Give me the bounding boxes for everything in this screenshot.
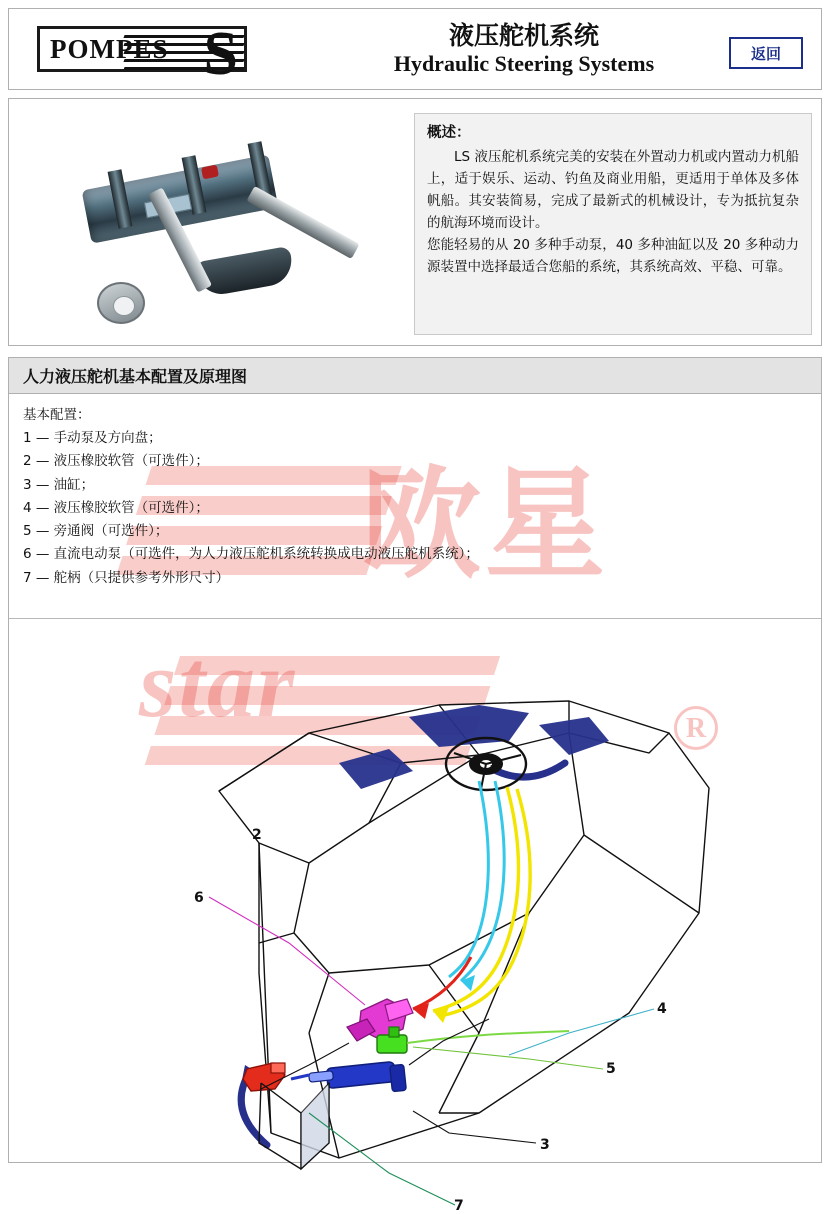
- diagram-svg: [9, 613, 823, 1161]
- list-item: 6 — 直流电动泵（可选件，为人力液压舵机系统转换成电动液压舵机系统）；: [23, 546, 479, 563]
- list-item: 4 — 液压橡胶软管（可选件）；: [23, 499, 209, 516]
- logo-s-icon: S: [203, 20, 238, 88]
- intro-paragraph-1: LS 液压舵机系统完美的安装在外置动力机或内置动力机船上，适于娱乐、运动、钓鱼及商业用船，更适用于单体及多体帆船。其安装简易，完成了最新式的机械设计，专为抵抗复杂的航海环境而设计。: [427, 149, 799, 232]
- steering-wheel-icon: [446, 738, 526, 790]
- product-photo: [47, 114, 365, 336]
- callout-4: 4: [657, 1001, 667, 1017]
- cylinder-icon: [291, 1062, 406, 1092]
- intro-panel: [8, 98, 822, 346]
- intro-description: [414, 113, 812, 335]
- cylinder-mount: [195, 246, 296, 298]
- watermark-text-cn: 欧星: [361, 456, 609, 595]
- legend-title: 基本配置：: [23, 407, 91, 423]
- tiller-icon: [243, 1063, 285, 1091]
- callout-5: 5: [606, 1061, 616, 1077]
- list-item: 7 — 舵柄（只提供参考外形尺寸）: [23, 569, 230, 586]
- cylinder-rod: [246, 186, 359, 259]
- callout-2: 2: [252, 827, 262, 843]
- list-item: 5 — 旁通阀（可选件）；: [23, 523, 169, 540]
- brand-logo: [37, 20, 247, 88]
- configuration-section: [8, 357, 822, 1214]
- intro-heading: 概述：: [427, 125, 471, 141]
- callout-6: 6: [194, 890, 204, 906]
- cylinder-rod-eye: [97, 282, 145, 324]
- callout-1: 1: [489, 755, 499, 771]
- section-title: 人力液压舵机基本配置及原理图: [9, 358, 821, 394]
- list-item: 3 — 油缸；: [23, 476, 95, 493]
- registered-mark-icon: R: [674, 706, 718, 750]
- logo-wordmark: POMPES: [50, 33, 169, 64]
- callout-7: 7: [454, 1198, 464, 1214]
- system-diagram: [9, 613, 823, 1214]
- page-header: [8, 8, 822, 90]
- page-title-cn: 液压舵机系统: [448, 20, 599, 50]
- back-button[interactable]: 返回: [729, 37, 803, 69]
- list-item: 1 — 手动泵及方向盘；: [23, 430, 162, 447]
- watermark-text-en: star: [139, 630, 297, 737]
- legend-list: [9, 394, 821, 596]
- intro-paragraph-2: 您能轻易的从 20 多种手动泵，40 多种油缸以及 20 多种动力源装置中选择最适合您船的系统，其系统高效、平稳、可靠。: [427, 236, 799, 275]
- list-item: 2 — 液压橡胶软管（可选件）；: [23, 453, 209, 470]
- callout-3: 3: [540, 1137, 550, 1153]
- page-title-en: Hydraulic Steering Systems: [393, 50, 655, 76]
